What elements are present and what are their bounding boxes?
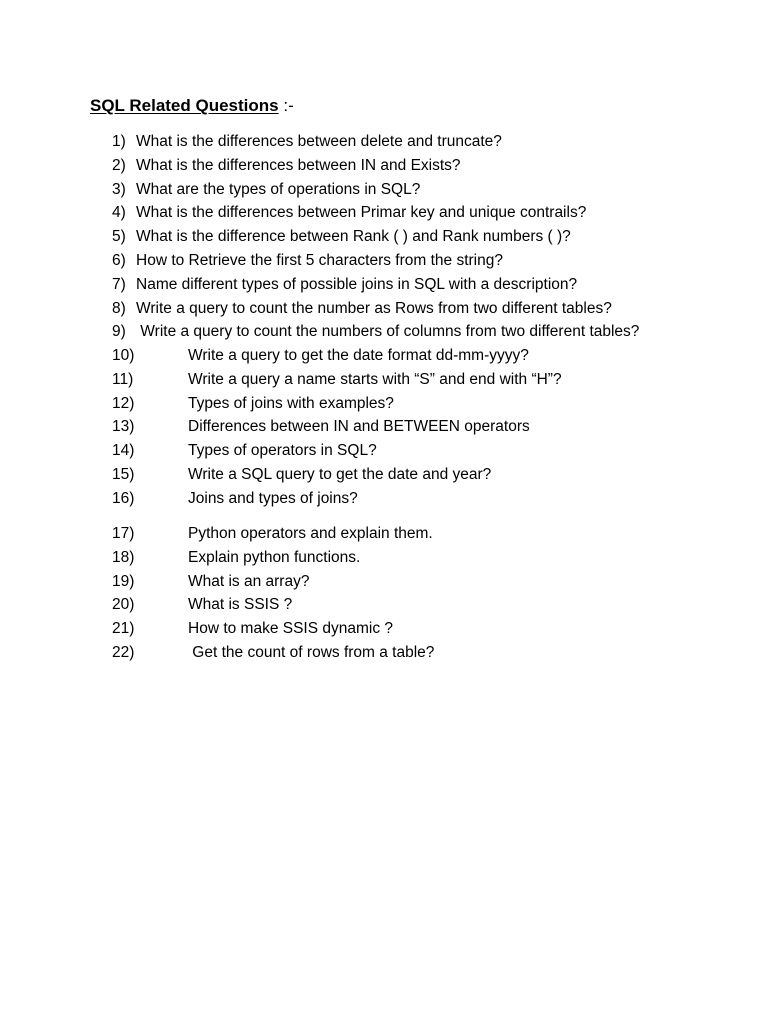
question-text: Write a query to get the date format dd-mm-yyyy?	[188, 347, 529, 364]
question-number: 2)	[112, 156, 126, 174]
document-heading	[90, 95, 294, 117]
question-number: 14)	[112, 442, 135, 460]
question-text: What is an array?	[188, 572, 310, 590]
question-text: Get the count of rows from a table?	[188, 643, 435, 661]
question-list-part3	[112, 522, 434, 665]
question-text: What are the types of operations in SQL?	[136, 180, 421, 198]
question-text: Joins and types of joins?	[188, 489, 358, 507]
question-number: 20)	[112, 596, 135, 614]
question-item	[112, 617, 434, 641]
question-text: Types of joins with examples?	[188, 394, 394, 412]
question-number: 8)	[112, 299, 126, 317]
question-number: 13)	[112, 418, 135, 436]
question-number: 7)	[112, 275, 126, 293]
question-text: Write a query to count the numbers of columns from two different tables?	[136, 323, 640, 341]
question-item	[112, 368, 562, 392]
question-number: 3)	[112, 180, 126, 198]
question-number: 1)	[112, 133, 126, 150]
question-text: What is the differences between IN and Exists?	[136, 156, 461, 174]
question-number: 9)	[112, 323, 126, 341]
question-item	[112, 487, 562, 511]
question-list-part1	[112, 130, 639, 344]
question-item	[112, 297, 639, 321]
question-list-part2	[112, 344, 562, 511]
question-text: What is SSIS ?	[188, 596, 293, 614]
question-item	[112, 415, 562, 439]
question-text: Types of operators in SQL?	[188, 442, 377, 460]
question-number: 22)	[112, 643, 135, 661]
question-item	[112, 546, 434, 570]
question-number: 10)	[112, 347, 135, 364]
question-number: 17)	[112, 525, 135, 542]
question-text: What is the difference between Rank ( ) and Rank numbers ( )?	[136, 228, 571, 246]
question-item	[112, 178, 639, 202]
question-number: 21)	[112, 620, 135, 638]
question-item	[112, 249, 639, 273]
question-text: What is the differences between delete and truncate?	[136, 133, 502, 150]
question-item	[112, 344, 562, 368]
question-item	[112, 522, 434, 546]
question-item	[112, 130, 639, 154]
question-item	[112, 320, 639, 344]
question-number: 11)	[112, 370, 134, 388]
question-item	[112, 641, 434, 665]
question-number: 15)	[112, 465, 135, 483]
heading-title: SQL Related Questions	[90, 96, 279, 115]
question-item	[112, 570, 434, 594]
question-text: What is the differences between Primar key and unique contrails?	[136, 204, 587, 222]
question-text: How to Retrieve the first 5 characters from the string?	[136, 251, 503, 269]
question-text: Write a SQL query to get the date and year?	[188, 465, 492, 483]
question-text: Differences between IN and BETWEEN operators	[188, 418, 530, 436]
question-number: 4)	[112, 204, 126, 222]
question-number: 18)	[112, 548, 135, 566]
question-item	[112, 392, 562, 416]
question-item	[112, 439, 562, 463]
question-item	[112, 154, 639, 178]
question-number: 16)	[112, 489, 135, 507]
question-text: Name different types of possible joins in SQL with a description?	[136, 275, 578, 293]
question-text: Write a query to count the number as Rows from two different tables?	[136, 299, 612, 317]
question-text: How to make SSIS dynamic ?	[188, 620, 394, 638]
question-number: 12)	[112, 394, 135, 412]
question-number: 6)	[112, 251, 126, 269]
question-text: Write a query a name starts with “S” and end with “H”?	[188, 370, 562, 388]
question-item	[112, 273, 639, 297]
question-item	[112, 201, 639, 225]
question-item	[112, 593, 434, 617]
question-number: 5)	[112, 228, 126, 246]
question-text: Explain python functions.	[188, 548, 361, 566]
question-number: 19)	[112, 572, 135, 590]
question-item	[112, 463, 562, 487]
question-text: Python operators and explain them.	[188, 525, 433, 542]
heading-suffix: :-	[278, 96, 294, 115]
question-item	[112, 225, 639, 249]
